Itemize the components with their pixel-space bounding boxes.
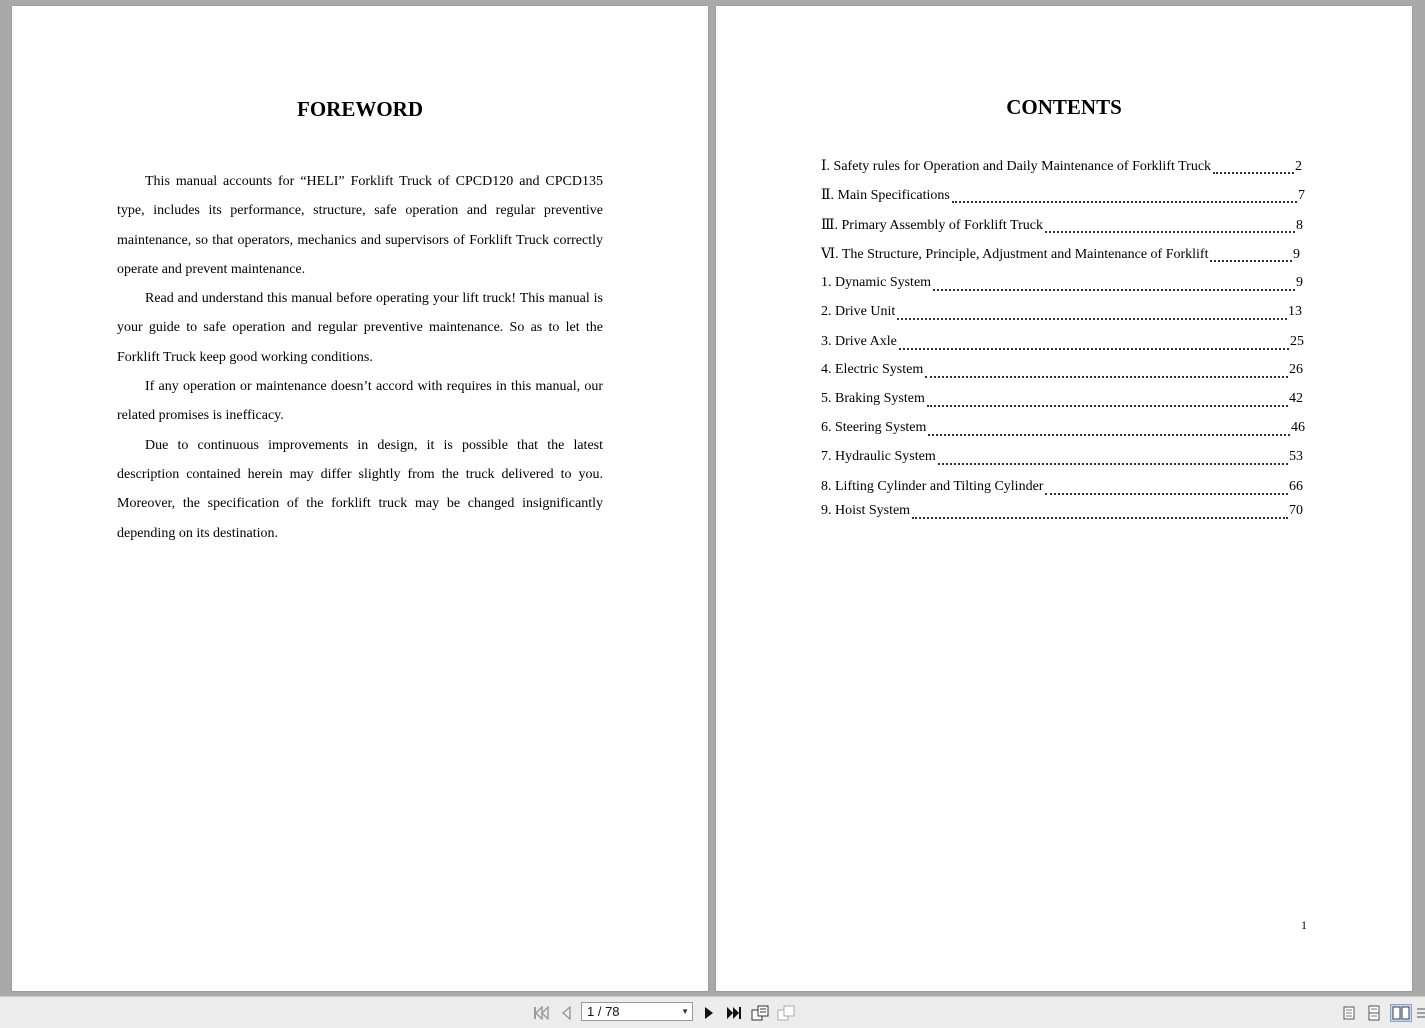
toc-entry-page: 7 [1298,188,1305,203]
toc-entry[interactable] [821,217,1303,237]
two-page-icon [1392,1006,1410,1020]
copy-view-button[interactable] [776,1004,796,1022]
foreword-paragraph: This manual accounts for “HELI” Forklift Truck of CPCD120 and CPCD135 type, includes its performance, structure, safe operation and regular preventive maintenance, so that operators, mechanics and supervisors of Forklift Truck correctly operate and prevent maintenance. [117,174,603,277]
toc-leader-dots [952,201,1297,203]
last-page-button[interactable] [724,1004,744,1022]
toc-entry[interactable] [821,479,1303,499]
toc-entry[interactable] [821,420,1305,440]
toc-entry[interactable] [821,362,1303,382]
page-number-select[interactable] [581,1002,693,1021]
toc-entry-page: 2 [1295,159,1302,174]
page-title: FOREWORD [297,97,423,121]
toc-entry[interactable] [821,158,1302,178]
single-page-icon [1343,1006,1355,1020]
toc-entry[interactable] [821,304,1302,324]
toc-entry-label: 6. Steering System [821,420,927,435]
toc-entry-label: Ⅲ. Primary Assembly of Forklift Truck [821,218,1043,233]
toc-entry-label: 9. Hoist System [821,503,911,518]
page-number: 1 [1301,918,1307,932]
rotate-view-button[interactable] [750,1004,770,1022]
last-page-icon [726,1006,742,1020]
toc-entry-page: 26 [1289,362,1303,377]
rotate-icon [751,1005,769,1021]
previous-page-icon [560,1006,572,1020]
page-foreword [12,6,708,991]
toc-entry[interactable] [821,503,1303,523]
toc-entry-page: 9 [1293,247,1300,262]
toc-entry-page: 25 [1290,334,1304,349]
first-page-button[interactable] [531,1004,551,1022]
toc-entry-page: 13 [1288,304,1302,319]
toc-leader-dots [899,348,1289,350]
next-page-button[interactable] [699,1004,719,1022]
toc-leader-dots [1213,172,1294,174]
toc-entry-page: 46 [1291,420,1305,435]
toc-entry-page: 9 [1296,275,1303,290]
first-page-icon [533,1006,549,1020]
toc-entry-label: 5. Braking System [821,391,925,406]
toc-entry-page: 8 [1296,218,1303,233]
toc-leader-dots [1210,260,1292,262]
copy-icon [777,1005,795,1021]
toc-entry-label: 4. Electric System [821,362,924,377]
page-indicator: 1 / 78 [587,1004,620,1019]
toc-entry-label: Ⅰ. Safety rules for Operation and Daily Maintenance of Forklift Truck [821,159,1212,174]
toc-entry-label: Ⅱ. Main Specifications [821,188,950,203]
foreword-paragraph: Due to continuous improvements in design, it is possible that the latest description contained herein may differ slightly from the truck delivered to you. Moreover, the specification of the forklift truck may be changed insignificantly depending on its destination. [117,437,603,541]
toc-entry-label: 3. Drive Axle [821,334,897,349]
foreword-paragraph: If any operation or maintenance doesn’t accord with requires in this manual, our related promises is inefficacy. [117,379,603,424]
toc-entry[interactable] [821,449,1303,469]
page-contents [716,6,1412,991]
toc-entry-label: 7. Hydraulic System [821,449,936,464]
toc-entry[interactable] [821,275,1303,295]
toc-entry-page: 53 [1289,449,1303,464]
two-page-continuous-icon [1415,1006,1425,1020]
toc-entry-label: 2. Drive Unit [821,304,896,319]
toc-leader-dots [897,318,1287,320]
toc-entry-label: 1. Dynamic System [821,275,932,290]
toc-leader-dots [928,434,1290,436]
continuous-view-button[interactable] [1364,1004,1384,1022]
toc-entry[interactable] [821,187,1305,207]
toc-leader-dots [912,517,1288,519]
toc-leader-dots [1045,231,1295,233]
previous-page-button[interactable] [556,1004,576,1022]
foreword-body [117,167,603,548]
chevron-down-icon: ▼ [681,1007,689,1016]
two-page-continuous-view-button[interactable] [1415,1004,1425,1022]
continuous-page-icon [1368,1005,1380,1021]
single-page-view-button[interactable] [1339,1004,1359,1022]
toc-entry-page: 66 [1289,479,1303,494]
toc-entry[interactable] [821,391,1303,411]
two-page-view-button[interactable] [1390,1004,1412,1022]
toc-entry[interactable] [821,246,1300,266]
toc-entry-page: 42 [1289,391,1303,406]
toc-leader-dots [925,376,1288,378]
toc-leader-dots [938,463,1288,465]
next-page-icon [703,1006,715,1020]
toc-leader-dots [933,289,1295,291]
toc-leader-dots [1045,493,1288,495]
foreword-paragraph: Read and understand this manual before operating your lift truck! This manual is your guide to safe operation and regular preventive maintenance. So as to let the Forklift Truck keep good working conditions. [117,291,603,365]
viewer-toolbar [0,996,1425,1028]
toc-entry-label: 8. Lifting Cylinder and Tilting Cylinder [821,479,1044,494]
page-title: CONTENTS [1006,95,1122,119]
toc-entry-label: Ⅵ. The Structure, Principle, Adjustment and Maintenance of Forklift [821,247,1209,262]
toc-leader-dots [927,405,1288,407]
toc-entry[interactable] [821,334,1304,354]
toc-entry-page: 70 [1289,503,1303,518]
